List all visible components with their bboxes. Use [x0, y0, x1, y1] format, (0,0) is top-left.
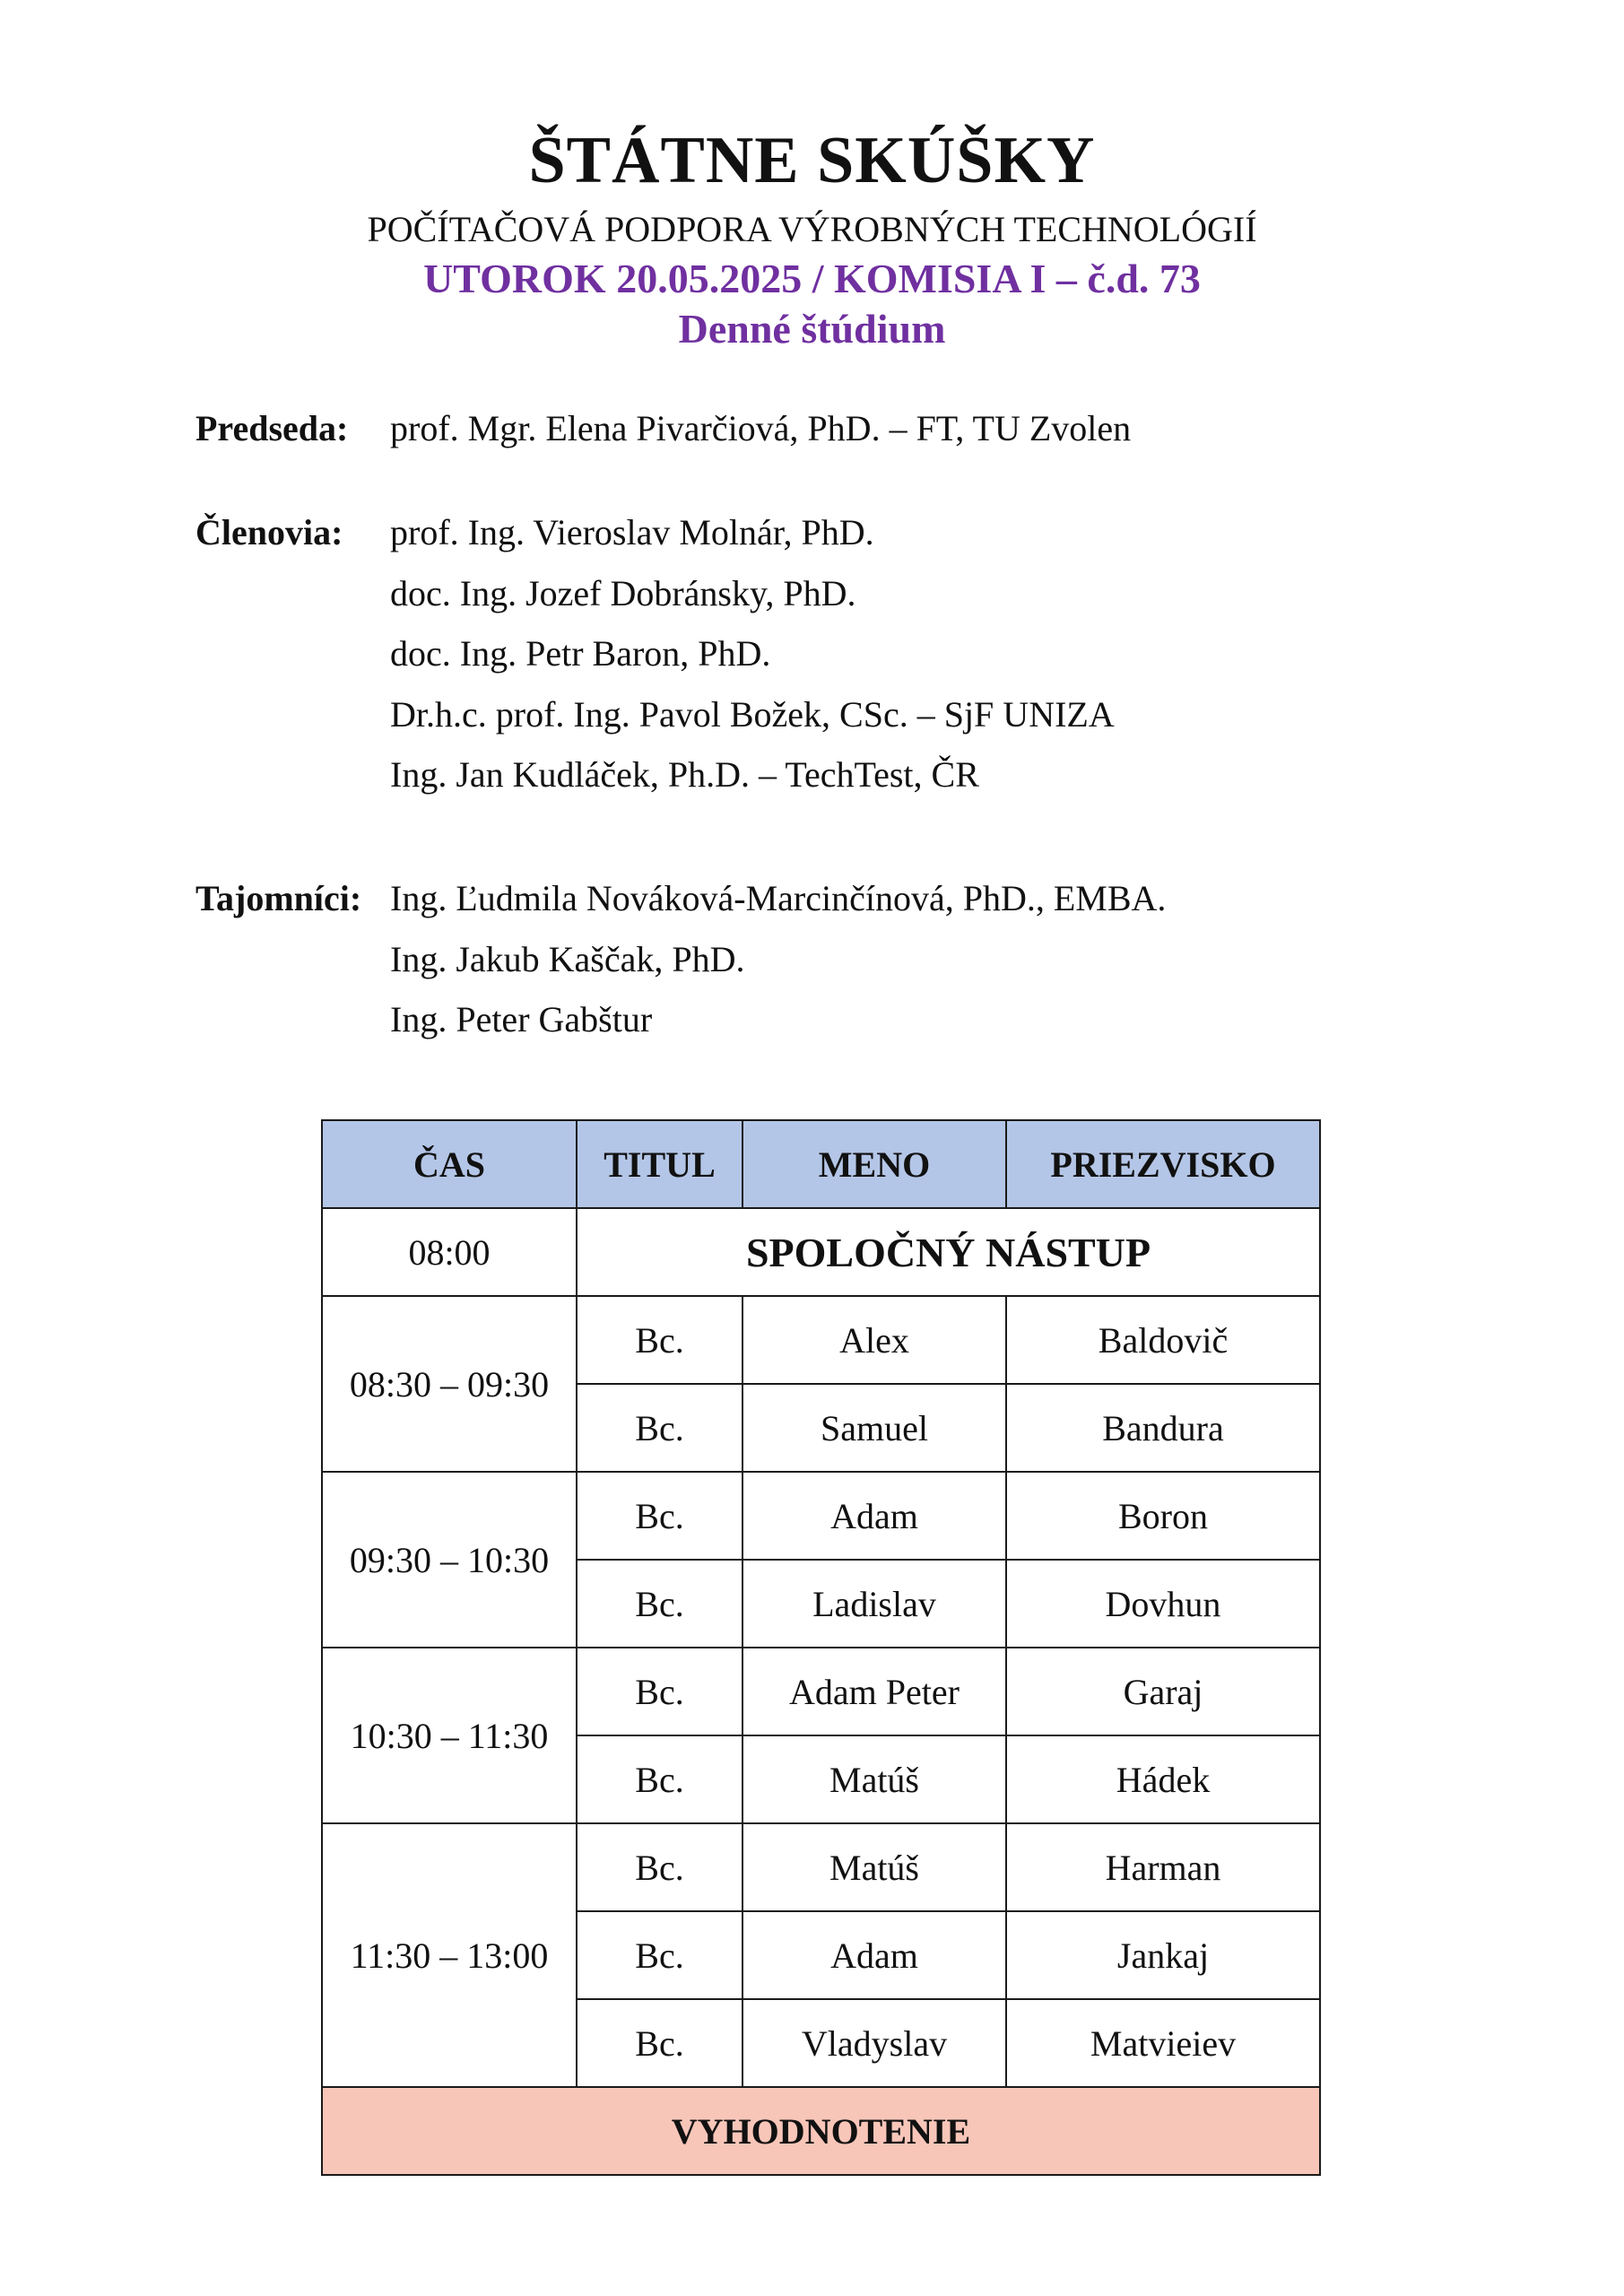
table-row [322, 1648, 1320, 1735]
column-header-first-name: MENO [743, 1120, 1006, 1208]
student-surname: Garaj [1006, 1648, 1320, 1735]
schedule-table [321, 1119, 1321, 2176]
student-surname: Harman [1006, 1823, 1320, 1911]
student-surname: Jankaj [1006, 1911, 1320, 1999]
column-header-surname: PRIEZVISKO [1006, 1120, 1320, 1208]
opening-row [322, 1208, 1320, 1296]
secretary-name: Ing. Jakub Kaščak, PhD. [390, 939, 745, 979]
study-form: Denné štúdium [678, 306, 946, 352]
student-title: Bc. [577, 1384, 743, 1472]
secretaries-label: Tajomníci: [195, 878, 362, 918]
student-surname: Bandura [1006, 1384, 1320, 1472]
student-first-name: Samuel [743, 1384, 1006, 1472]
student-title: Bc. [577, 1648, 743, 1735]
study-program: POČÍTAČOVÁ PODPORA VÝROBNÝCH TECHNOLÓGIÍ [367, 209, 1257, 249]
member-name: doc. Ing. Petr Baron, PhD. [390, 633, 771, 674]
table-row [322, 1823, 1320, 1911]
student-surname: Dovhun [1006, 1560, 1320, 1648]
slot-time: 08:30 – 09:30 [322, 1296, 577, 1472]
page-title: ŠTÁTNE SKÚŠKY [528, 124, 1096, 197]
column-header-time: ČAS [322, 1120, 577, 1208]
student-first-name: Ladislav [743, 1560, 1006, 1648]
student-first-name: Adam [743, 1911, 1006, 1999]
table-header-row [322, 1120, 1320, 1208]
student-first-name: Alex [743, 1296, 1006, 1384]
student-first-name: Matúš [743, 1823, 1006, 1911]
student-title: Bc. [577, 1911, 743, 1999]
date-commission: UTOROK 20.05.2025 / KOMISIA I – č.d. 73 [423, 256, 1201, 301]
slot-time: 09:30 – 10:30 [322, 1472, 577, 1648]
student-title: Bc. [577, 1472, 743, 1560]
slot-time: 10:30 – 11:30 [322, 1648, 577, 1823]
student-first-name: Adam [743, 1472, 1006, 1560]
student-surname: Hádek [1006, 1735, 1320, 1823]
student-title: Bc. [577, 1735, 743, 1823]
student-first-name: Matúš [743, 1735, 1006, 1823]
secretary-name: Ing. Peter Gabštur [390, 999, 653, 1039]
evaluation-row [322, 2087, 1320, 2175]
member-name: doc. Ing. Jozef Dobránsky, PhD. [390, 573, 856, 613]
table-row [322, 1296, 1320, 1384]
student-title: Bc. [577, 1999, 743, 2087]
table-row [322, 1472, 1320, 1560]
chair-label: Predseda: [195, 408, 349, 448]
student-first-name: Vladyslav [743, 1999, 1006, 2087]
student-first-name: Adam Peter [743, 1648, 1006, 1735]
student-surname: Boron [1006, 1472, 1320, 1560]
member-name: prof. Ing. Vieroslav Molnár, PhD. [390, 512, 874, 552]
student-surname: Matvieiev [1006, 1999, 1320, 2087]
opening-time: 08:00 [322, 1208, 577, 1296]
chair-name: prof. Mgr. Elena Pivarčiová, PhD. – FT, TU Zvolen [390, 408, 1132, 448]
slot-time: 11:30 – 13:00 [322, 1823, 577, 2087]
student-title: Bc. [577, 1560, 743, 1648]
column-header-title: TITUL [577, 1120, 743, 1208]
opening-label: SPOLOČNÝ NÁSTUP [577, 1208, 1320, 1296]
secretary-name: Ing. Ľudmila Nováková-Marcinčínová, PhD., EMBA. [390, 878, 1167, 918]
members-label: Členovia: [195, 512, 343, 552]
student-title: Bc. [577, 1823, 743, 1911]
student-surname: Baldovič [1006, 1296, 1320, 1384]
student-title: Bc. [577, 1296, 743, 1384]
evaluation-label: VYHODNOTENIE [322, 2087, 1320, 2175]
member-name: Ing. Jan Kudláček, Ph.D. – TechTest, ČR [390, 754, 979, 795]
member-name: Dr.h.c. prof. Ing. Pavol Božek, CSc. – SjF UNIZA [390, 694, 1115, 735]
